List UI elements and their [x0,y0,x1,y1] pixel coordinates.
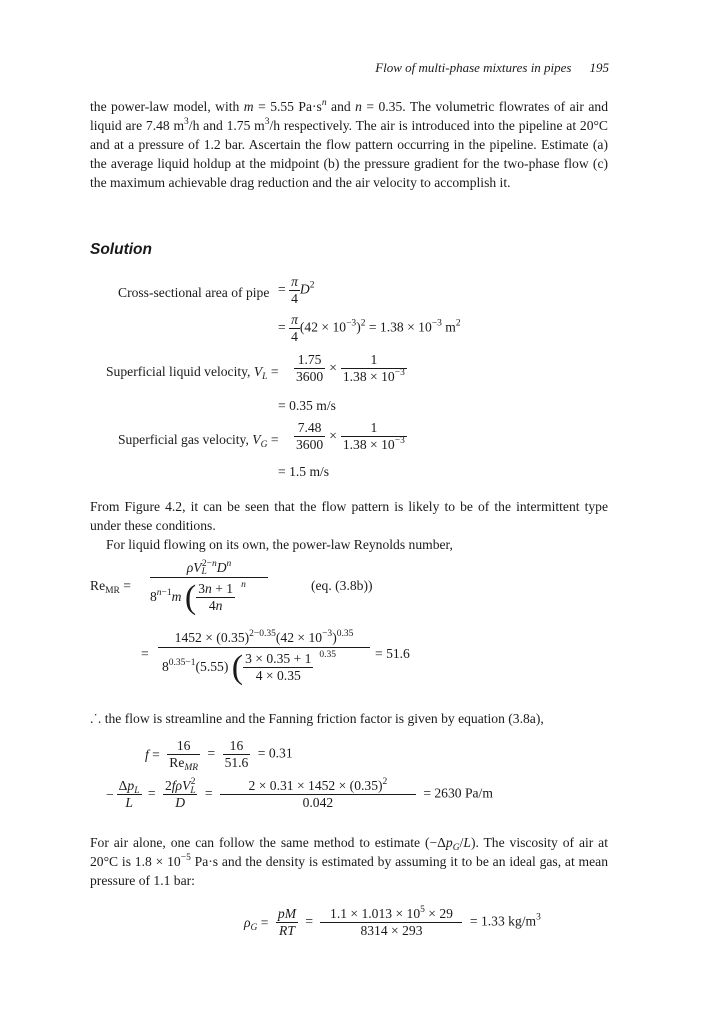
re-label: $Re_{MR}$ = [90,578,131,596]
re-equals: = [141,646,149,661]
vl-result: = 0.35 m/s [278,398,336,413]
area-eq-2: = $\frac{\pi}{4}$ $(42 \times 10^{-3})^2 = 1.38 \times 10^{-3}$ $m^2$ [278,312,461,344]
vg-result: = 1.5 m/s [278,464,330,479]
therefore-line: .˙. the flow is streamline and the Fanning friction factor is given by equation (3.8a), [90,711,544,726]
vl-eq: $\frac{1.75}{3600}$ × $\frac{1}{1.38 \times 10^{-3}}$ [296,352,405,384]
re-result: = 51.6 [375,646,410,661]
flow-pattern-paragraph: From Figure 4.2, it can be seen that the flow pattern is likely to be of the intermittent type under these conditions. For liquid flowing on its own, the power-law Reynolds number, [90,499,608,552]
area-label: Cross-sectional area of pipe [118,285,270,300]
friction-eq: f = $\frac{16}{Re_{MR}}$ = $\frac{16}{51.6}$ = 0.31 [145,738,293,773]
area-eq-1: = $\frac{\pi}{4}$ $D^2$ [278,274,315,306]
re-general-formula: $\rho V_L^{2-n}D^n$ $8^{n-1}m$ ( $\frac{3n + 1}{4n}$ $^n$ [150,560,268,614]
solution-heading: Solution [90,241,152,258]
page-number: 195 [589,60,609,75]
gas-density-eq: $\rho_G$ = $\frac{pM}{RT}$ = $\frac{1.1 \times 1.013 \times 10^5 \times 29}{8314 \times 293}$ = 1.33 $kg/m^3$ [244,905,541,938]
running-header [375,60,609,76]
problem-statement: the power-law model, with m = 5.55 $Pa\cdot s^n$ and n = 0.35. The volumetric flowrates of air and liquid are 7.48 $m^3/h$ and 1.75 $m^3/h$ respectively. The air is introduced into the pipeline at 20°C and at a pressure of 1.2 bar. Ascertain the flow pattern occurring in the pipeline. Estimate (a) the average liquid holdup at the midpoint (b) the pressure gradient for the two-phase flow (c) the maximum achievable drag reduction and the air velocity to accomplish it. [90,98,609,190]
header-title: Flow of multi-phase mixtures in pipes [375,60,572,75]
vl-label: Superficial liquid velocity, $V_L$ = [106,364,279,382]
re-numeric: $1452 \times (0.35)^{2-0.35}(42 \times 10^{-3})^{0.35}$ $8^{0.35-1}(5.55)$ ( $\frac{3 \times 0.35 + 1}{4 \times 0.35}$ $^{0.35}$ [158,630,370,684]
re-equation-reference: (eq. (3.8b)) [311,578,373,593]
vg-eq: $\frac{7.48}{3600}$ × $\frac{1}{1.38 \times 10^{-3}}$ [296,420,405,452]
pressure-gradient-eq: − $\frac{\Delta p_L}{L}$ = $\frac{2f\rho V_L^2}{D}$ = $\frac{2 \times 0.31 \times 1452 \times (0.35)^2}{0.042}$ = 2630 Pa/m [106,777,493,810]
vg-label: Superficial gas velocity, $V_G$ = [118,432,279,450]
air-paragraph: For air alone, one can follow the same method to estimate $(-\Delta p_G/L)$. The viscosity of air at 20°C is $1.8 \times 10^{-5}$ Pa·s and the density is estimated by assuming it to be an ideal gas, at mean pressure of 1.1 bar: [90,835,608,888]
